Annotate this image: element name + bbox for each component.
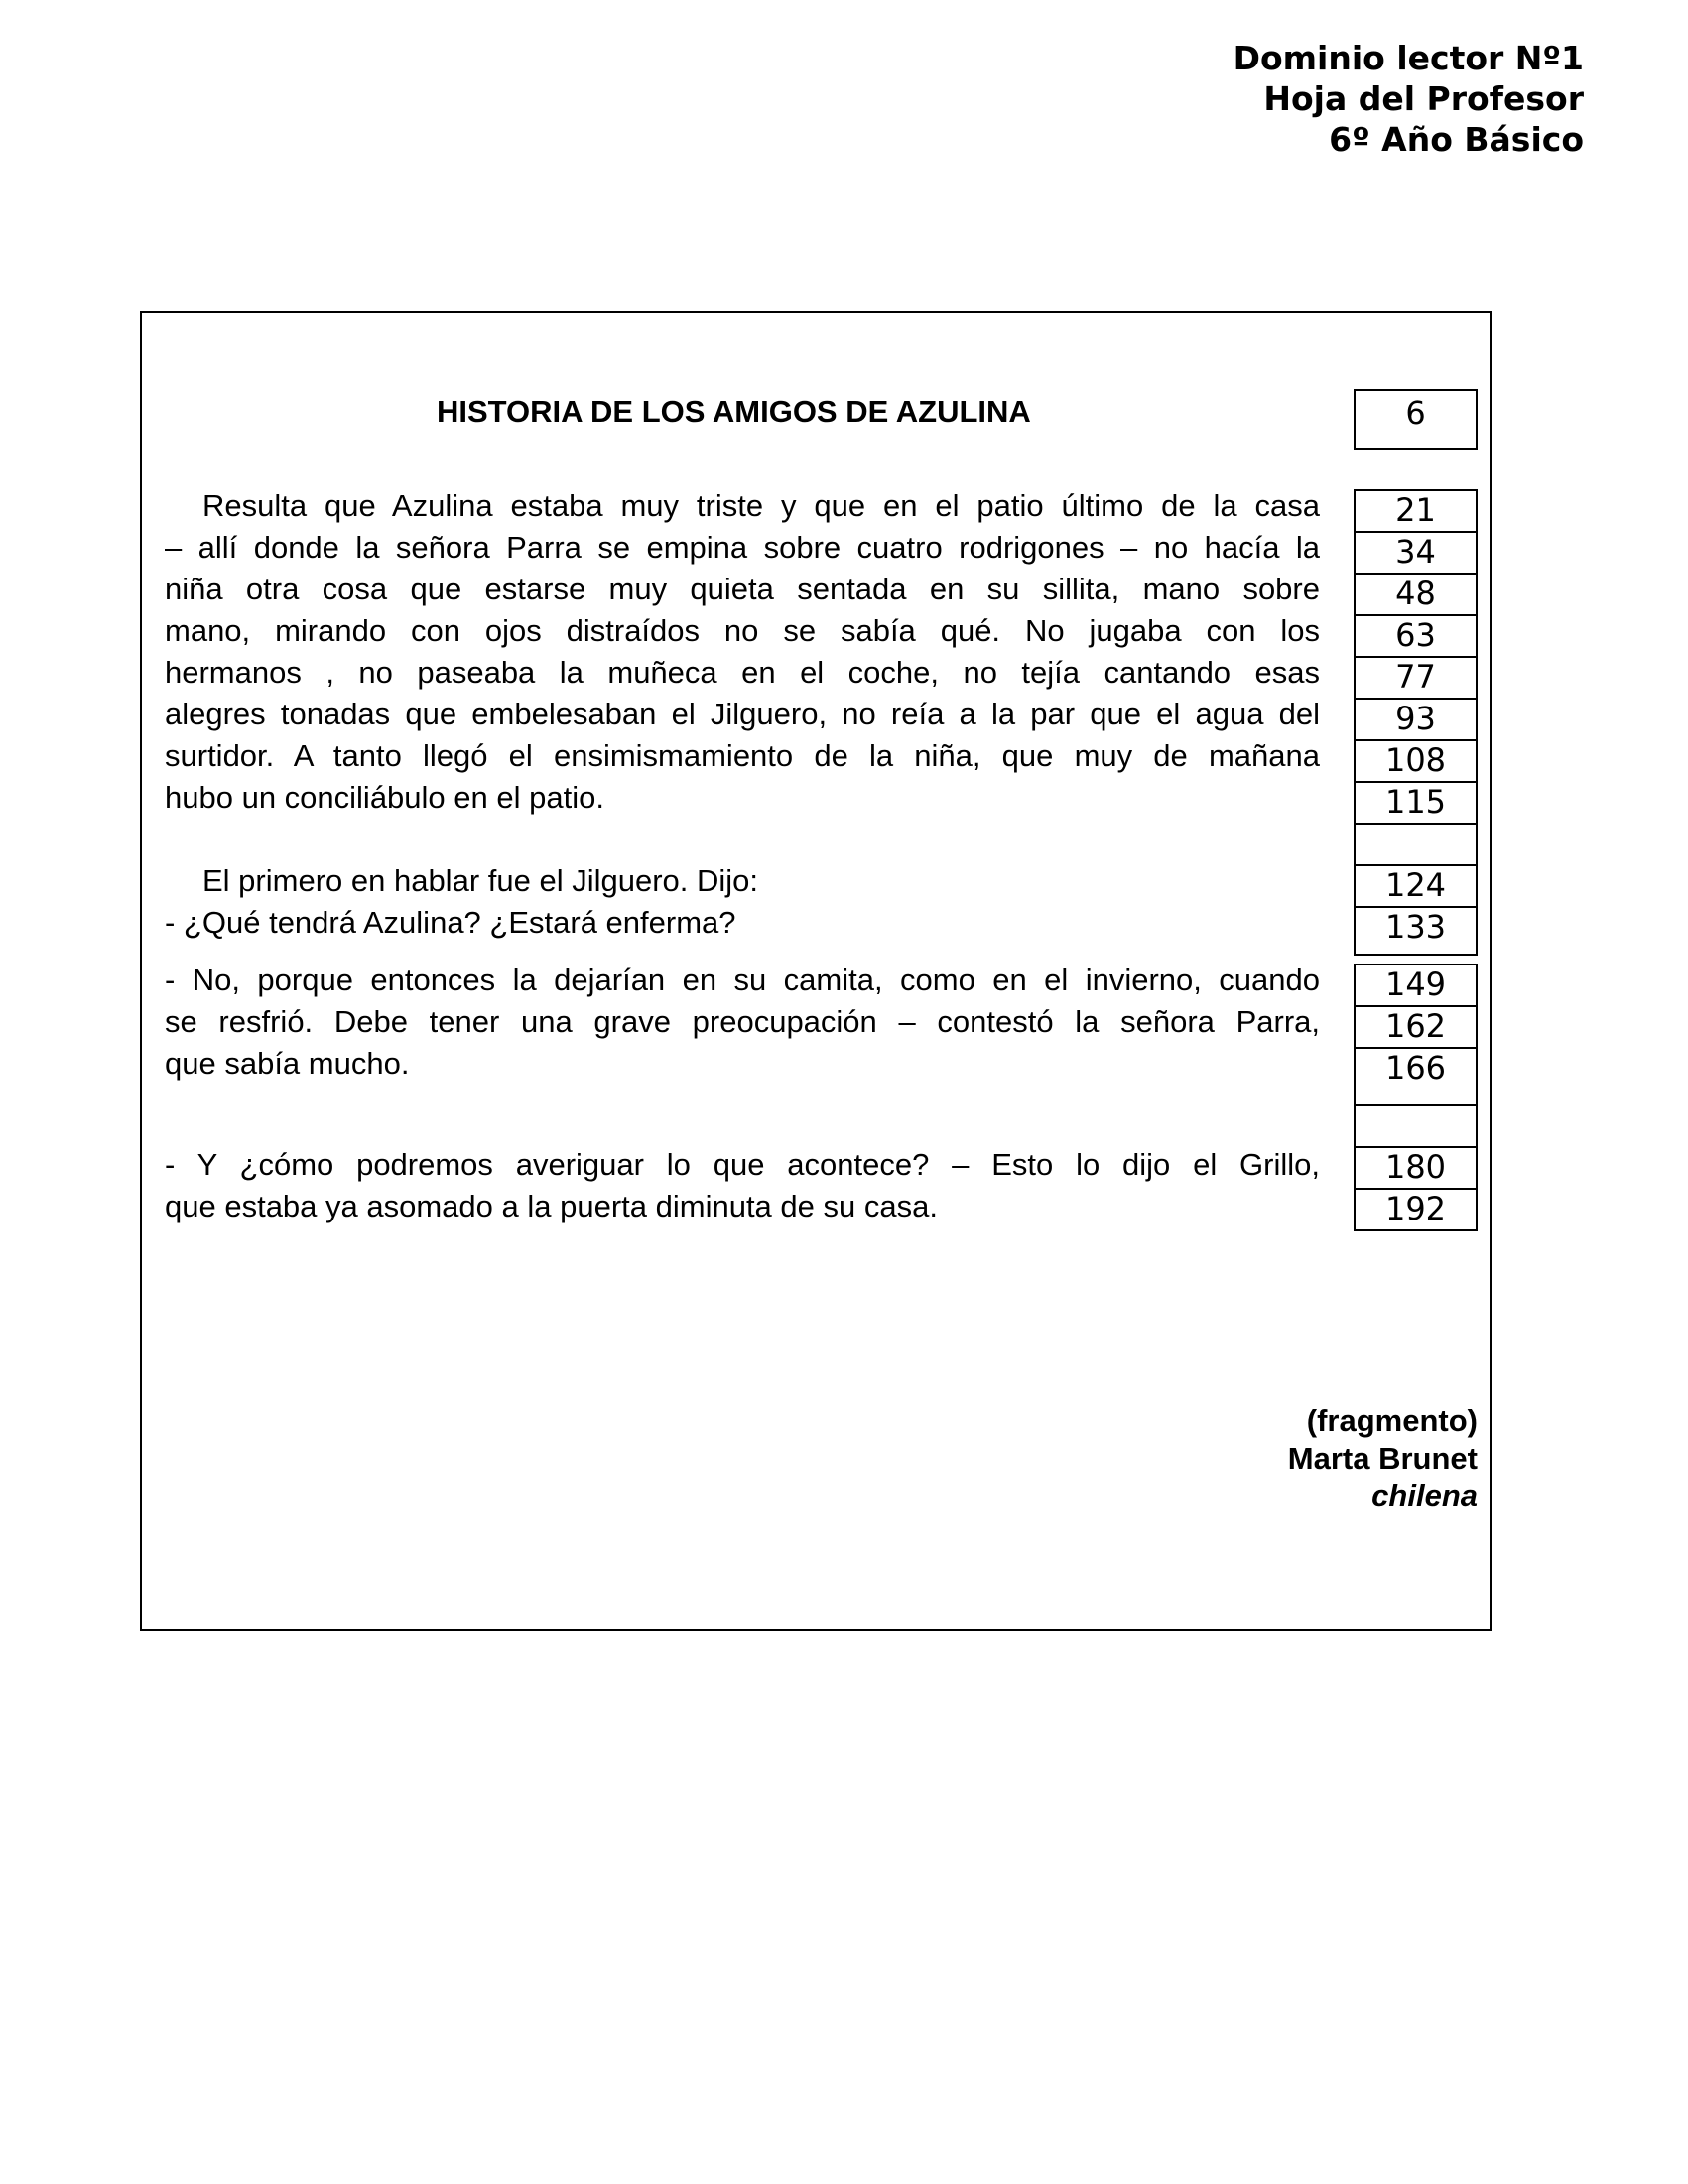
text-line: surtidor. A tanto llegó el ensimismamiento de la niña, que muy de mañana xyxy=(165,738,1320,773)
text-line: se resfrió. Debe tener una grave preocupación – contestó la señora Parra, xyxy=(165,1004,1320,1039)
text-line: - Y ¿cómo podremos averiguar lo que acontece? – Esto lo dijo el Grillo, xyxy=(165,1147,1320,1182)
word-count-cell-blank xyxy=(1354,1104,1478,1148)
header-line-3: 6º Año Básico xyxy=(1329,120,1584,159)
word-count-cell: 21 xyxy=(1354,489,1478,533)
word-count-cell: 115 xyxy=(1354,781,1478,825)
word-count-cell: 162 xyxy=(1354,1005,1478,1049)
word-count-cell: 48 xyxy=(1354,573,1478,616)
author-nationality: chilena xyxy=(1371,1478,1478,1513)
word-count-cell: 124 xyxy=(1354,864,1478,908)
text-line: - ¿Qué tendrá Azulina? ¿Estará enferma? xyxy=(165,905,736,940)
word-count-cell: 192 xyxy=(1354,1188,1478,1231)
word-count-cell-blank xyxy=(1354,823,1478,866)
header-line-2: Hoja del Profesor xyxy=(1263,79,1584,118)
word-count-cell: 166 xyxy=(1354,1047,1478,1106)
author-name: Marta Brunet xyxy=(1287,1441,1478,1476)
word-count-cell: 93 xyxy=(1354,698,1478,741)
fragment-note: (fragmento) xyxy=(1306,1403,1478,1438)
title-word-count: 6 xyxy=(1354,389,1478,450)
text-line: que estaba ya asomado a la puerta diminuta de su casa. xyxy=(165,1189,938,1223)
header-line-1: Dominio lector Nº1 xyxy=(1233,39,1584,77)
word-count-cell: 149 xyxy=(1354,964,1478,1007)
word-count-cell: 34 xyxy=(1354,531,1478,575)
text-line: mano, mirando con ojos distraídos no se sabía qué. No jugaba con los xyxy=(165,613,1320,648)
word-count-cell: 77 xyxy=(1354,656,1478,700)
text-line: Resulta que Azulina estaba muy triste y que en el patio último de la casa xyxy=(202,488,1320,523)
text-line: El primero en hablar fue el Jilguero. Dijo: xyxy=(202,863,758,898)
story-title: HISTORIA DE LOS AMIGOS DE AZULINA xyxy=(437,394,1031,429)
word-count-cell: 180 xyxy=(1354,1146,1478,1190)
word-count-cell: 63 xyxy=(1354,614,1478,658)
text-line: – allí donde la señora Parra se empina sobre cuatro rodrigones – no hacía la xyxy=(165,530,1320,565)
text-line: - No, porque entonces la dejarían en su camita, como en el invierno, cuando xyxy=(165,963,1320,997)
word-count-cell: 133 xyxy=(1354,906,1478,956)
source-credit xyxy=(1288,1402,1478,1515)
text-line: alegres tonadas que embelesaban el Jilguero, no reía a la par que el agua del xyxy=(165,697,1320,731)
word-count-cell: 108 xyxy=(1354,739,1478,783)
text-line: hubo un conciliábulo en el patio. xyxy=(165,780,604,815)
page-header xyxy=(1234,38,1584,160)
text-line: niña otra cosa que estarse muy quieta sentada en su sillita, mano sobre xyxy=(165,572,1320,606)
text-line: hermanos , no paseaba la muñeca en el coche, no tejía cantando esas xyxy=(165,655,1320,690)
text-line: que sabía mucho. xyxy=(165,1046,410,1081)
